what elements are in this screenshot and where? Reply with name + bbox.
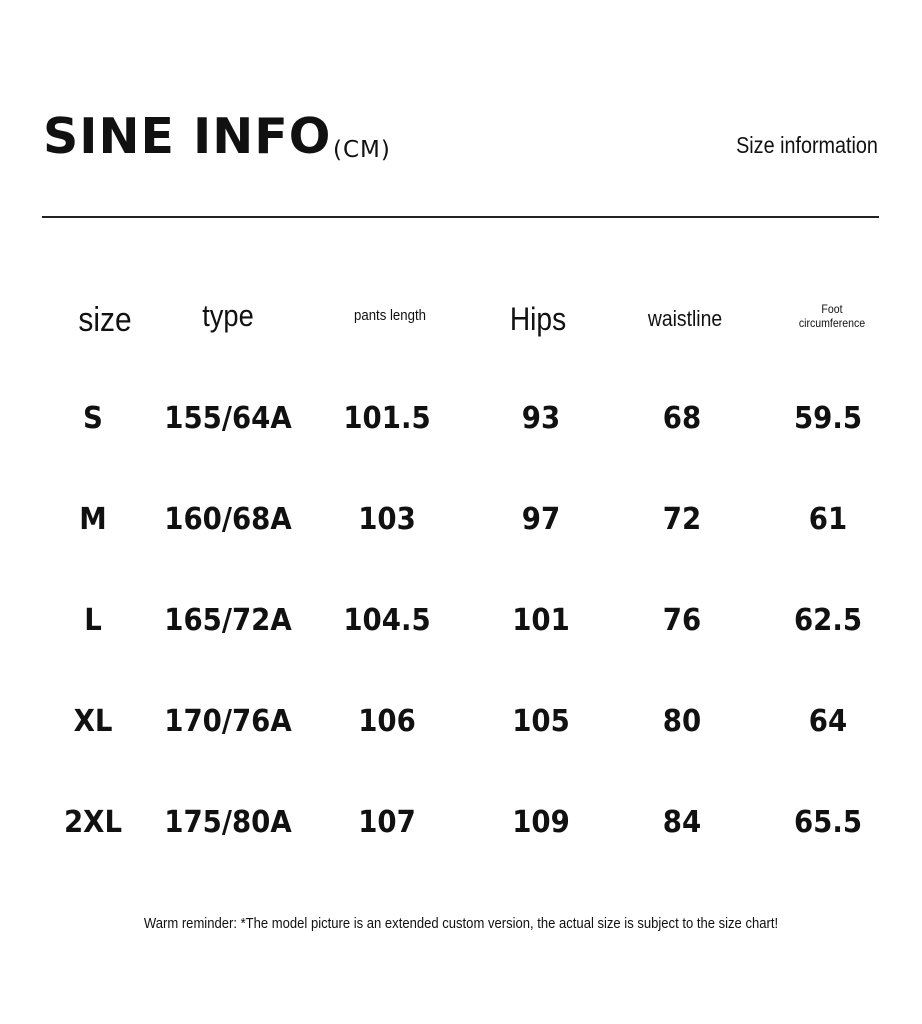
table-cell: 61 (808, 502, 848, 537)
column-header-4: Hips (509, 301, 567, 337)
table-cell: 107 (358, 805, 416, 840)
table-cell: 104.5 (343, 603, 431, 638)
table-cell: L (84, 603, 102, 638)
table-cell: S (83, 401, 103, 436)
table-cell: 101.5 (343, 401, 431, 436)
table-cell: 76 (662, 603, 702, 638)
table-cell: 65.5 (793, 805, 863, 840)
table-cell: 101 (512, 603, 570, 638)
table-cell: 68 (662, 401, 702, 436)
table-cell: M (79, 502, 107, 537)
table-cell: 103 (358, 502, 416, 537)
page-title: SINE INFO (43, 108, 332, 165)
page-subtitle: Size information (736, 132, 878, 158)
table-cell: 62.5 (793, 603, 863, 638)
warm-reminder-note: Warm reminder: *The model picture is an extended custom version, the actual size is subject to the size chart! (143, 916, 779, 932)
table-cell: 84 (662, 805, 702, 840)
table-cell: 175/80A (164, 805, 292, 840)
column-header-3: pants length (354, 307, 426, 324)
unit-label: (CM) (333, 137, 391, 163)
column-header-1: size (78, 301, 132, 339)
table-cell: 64 (808, 704, 848, 739)
table-cell: 59.5 (793, 401, 863, 436)
table-cell: 80 (662, 704, 702, 739)
column-header-5: waistline (647, 306, 723, 331)
table-cell: 165/72A (164, 603, 292, 638)
column-header-2: type (202, 298, 254, 333)
table-cell: 72 (662, 502, 702, 537)
table-cell: 105 (512, 704, 570, 739)
table-cell: 106 (358, 704, 416, 739)
table-cell: 97 (521, 502, 561, 537)
table-cell: 160/68A (164, 502, 292, 537)
table-cell: 2XL (63, 805, 123, 840)
table-cell: 155/64A (164, 401, 292, 436)
table-cell: 170/76A (164, 704, 292, 739)
divider (42, 216, 879, 218)
table-cell: XL (73, 704, 113, 739)
table-cell: 93 (521, 401, 561, 436)
column-header-6: Foot circumference (798, 302, 866, 331)
table-cell: 109 (512, 805, 570, 840)
